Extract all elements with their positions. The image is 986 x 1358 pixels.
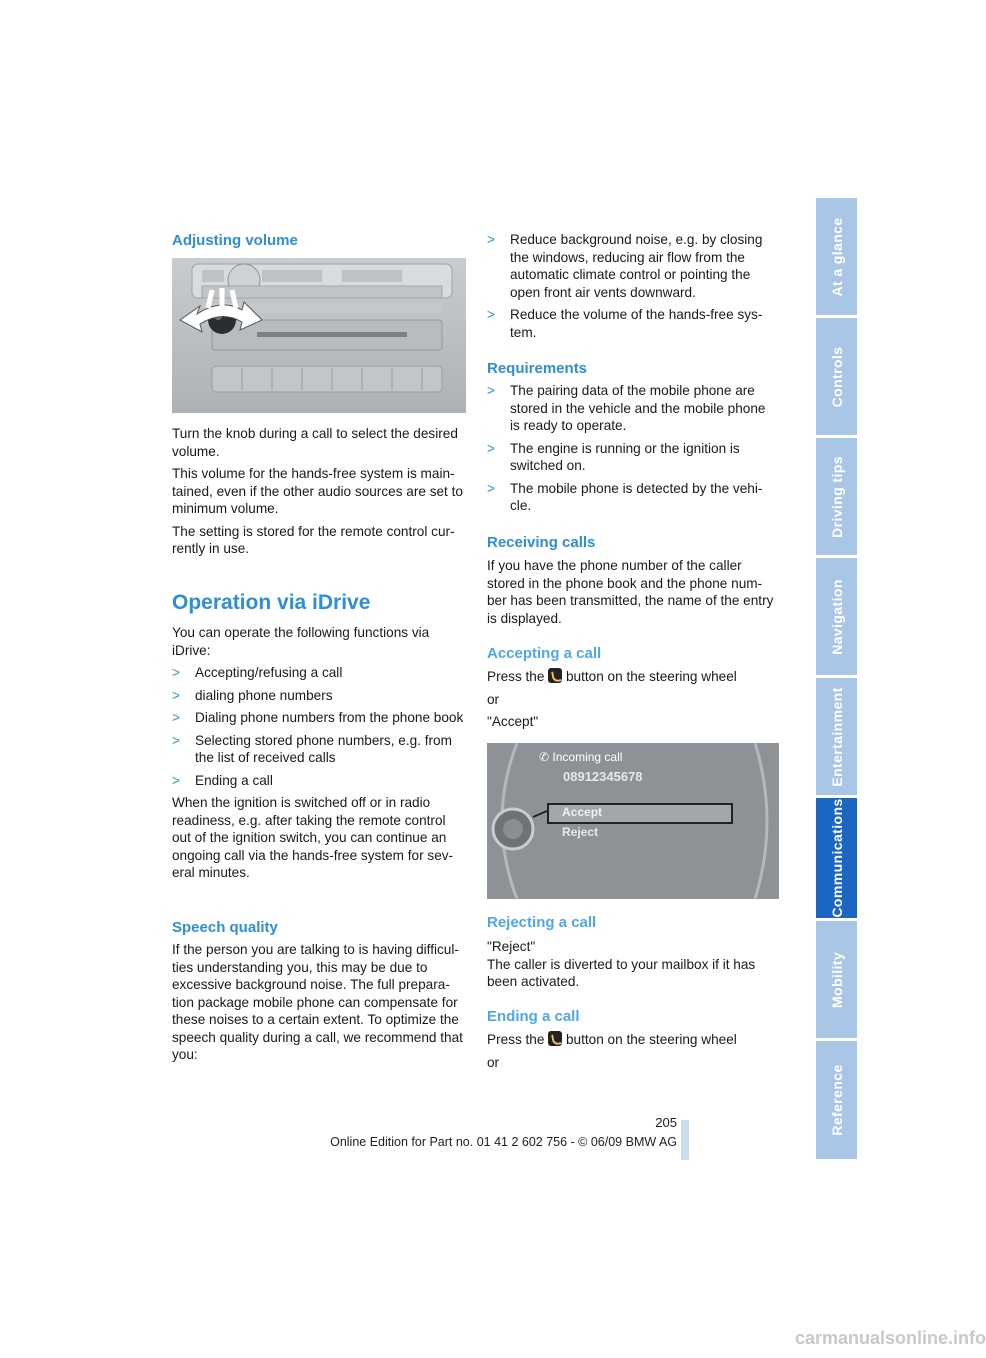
list-item-text: The pairing data of the mobile phone are stored in the vehicle and the mobile phone is ready to operate. <box>510 383 766 433</box>
bullet-marker: > <box>172 710 180 725</box>
heading-speech-quality: Speech quality <box>172 919 278 936</box>
page-number: 205 <box>655 1115 677 1130</box>
tab-label: Reference <box>828 1064 845 1136</box>
volume-knob-illustration <box>172 258 466 413</box>
list-item-text: Dialing phone numbers from the phone book <box>195 710 464 725</box>
bullet-marker: > <box>172 732 180 748</box>
list-item-text: Reduce the volume of the hands-free sys-tem. <box>510 307 763 340</box>
paragraph: Turn the knob during a call to select the desired volume. <box>172 426 458 459</box>
list-item <box>487 231 779 301</box>
list-item <box>172 664 466 682</box>
heading-operation-via-idrive: Operation via iDrive <box>172 591 371 614</box>
caller-number: 08912345678 <box>563 769 643 784</box>
tab-label: At a glance <box>828 216 845 297</box>
list-item <box>487 480 779 515</box>
list-item <box>172 709 466 727</box>
list-item <box>487 382 779 435</box>
list-item <box>172 687 466 705</box>
tab-label: Navigation <box>828 578 845 655</box>
rejecting-call-text <box>487 938 779 991</box>
bullet-marker: > <box>487 307 495 322</box>
list-item <box>172 772 466 790</box>
paragraph: The setting is stored for the remote control cur-rently in use. <box>172 523 455 556</box>
paragraph: When the ignition is switched off or in radio readiness, e.g. after taking the remote control out of the ignition switch, you can continue an ongoing call via the hands-free system for sev-eral minutes. <box>172 795 454 880</box>
bullet-marker: > <box>487 232 495 247</box>
or-text: or <box>487 1054 500 1070</box>
press-the: Press the <box>487 669 545 684</box>
speech-tips-list <box>487 231 779 341</box>
reject-option[interactable]: Reject <box>562 825 599 839</box>
tab-mobility[interactable] <box>816 921 857 1038</box>
press-button-line <box>487 668 779 686</box>
list-item-text: Ending a call <box>195 772 273 788</box>
list-item-text: dialing phone numbers <box>195 687 333 703</box>
heading-requirements: Requirements <box>487 360 588 377</box>
list-item-text: The engine is running or the ignition is switched on. <box>510 440 740 473</box>
paragraph: You can operate the following functions via iDrive: <box>172 625 430 658</box>
adjusting-volume-text <box>172 425 466 558</box>
accepting-call-text <box>487 668 779 731</box>
list-item-text: The mobile phone is detected by the vehi-cle. <box>510 480 763 513</box>
tab-label: Communications <box>828 798 845 918</box>
receiving-calls-text: If you have the phone number of the caller stored in the phone book and the phone num-ber has been transmitted, the name of the entry is displayed. <box>487 558 774 626</box>
page-marker-bar <box>681 1120 689 1160</box>
heading-ending-a-call: Ending a call <box>487 1008 580 1025</box>
tab-entertainment[interactable] <box>816 678 857 795</box>
button-on-steering-wheel: button on the steering wheel <box>565 1032 737 1047</box>
bullet-marker: > <box>487 383 495 398</box>
phone-icon <box>548 668 562 683</box>
tab-reference[interactable] <box>816 1041 857 1159</box>
list-item-text: Selecting stored phone numbers, e.g. from the list of received calls <box>195 732 452 765</box>
bullet-marker: > <box>487 440 495 456</box>
heading-adjusting-volume: Adjusting volume <box>172 232 298 249</box>
press-the: Press the <box>487 1032 545 1047</box>
tab-driving-tips[interactable] <box>816 438 857 555</box>
tab-label: Controls <box>828 346 845 407</box>
operation-section <box>172 624 466 882</box>
tab-label: Entertainment <box>828 686 845 787</box>
incoming-call-screen <box>487 743 779 899</box>
speech-quality-text: If the person you are talking to is having difficul-ties understanding you, this may be due to excessive background noise. The full prepara-tion package mobile phone can compensate for these noises to a certain extent. To optimize the speech quality during a call, we recommend that you: <box>172 942 463 1062</box>
screen-title-row <box>539 750 622 764</box>
ending-call-text <box>487 1031 779 1071</box>
tab-communications[interactable] <box>816 798 857 918</box>
accept-quote: "Accept" <box>487 714 539 729</box>
requirements-list <box>487 382 779 515</box>
paragraph: The caller is diverted to your mailbox if it has been activated. <box>487 956 756 989</box>
heading-rejecting-a-call: Rejecting a call <box>487 914 597 931</box>
footer-edition: Online Edition for Part no. 01 41 2 602 756 - © 06/09 BMW AG <box>330 1135 677 1149</box>
tab-label: Mobility <box>828 951 845 1008</box>
tab-navigation[interactable] <box>816 558 857 675</box>
press-button-line <box>487 1031 779 1049</box>
list-item <box>172 732 466 767</box>
phone-small-icon: ✆ <box>539 750 553 764</box>
tab-label: Driving tips <box>828 455 845 538</box>
button-on-steering-wheel: button on the steering wheel <box>565 669 737 684</box>
list-item-text: Accepting/refusing a call <box>195 665 343 680</box>
paragraph: This volume for the hands-free system is main-tained, even if the other audio sources are set to minimum volume. <box>172 466 463 516</box>
bullet-marker: > <box>172 772 180 788</box>
bullet-marker: > <box>487 480 495 496</box>
reject-quote: "Reject" <box>487 939 536 954</box>
screen-title: Incoming call <box>552 750 623 764</box>
watermark: carmanualsonline.info <box>795 1328 986 1348</box>
list-item-text: Reduce background noise, e.g. by closing the windows, reducing air flow from the automatic climate control or pointing the open front air vents downward. <box>510 232 763 300</box>
or-text: or <box>487 691 500 707</box>
heading-accepting-a-call: Accepting a call <box>487 645 602 662</box>
list-item <box>487 306 779 341</box>
bullet-marker: > <box>172 687 180 703</box>
tab-at-a-glance[interactable] <box>816 198 857 315</box>
accept-option[interactable]: Accept <box>562 805 603 819</box>
bullet-marker: > <box>172 665 180 680</box>
list-item <box>487 440 779 475</box>
heading-receiving-calls: Receiving calls <box>487 534 596 551</box>
tab-controls[interactable] <box>816 318 857 435</box>
phone-icon <box>548 1031 562 1046</box>
